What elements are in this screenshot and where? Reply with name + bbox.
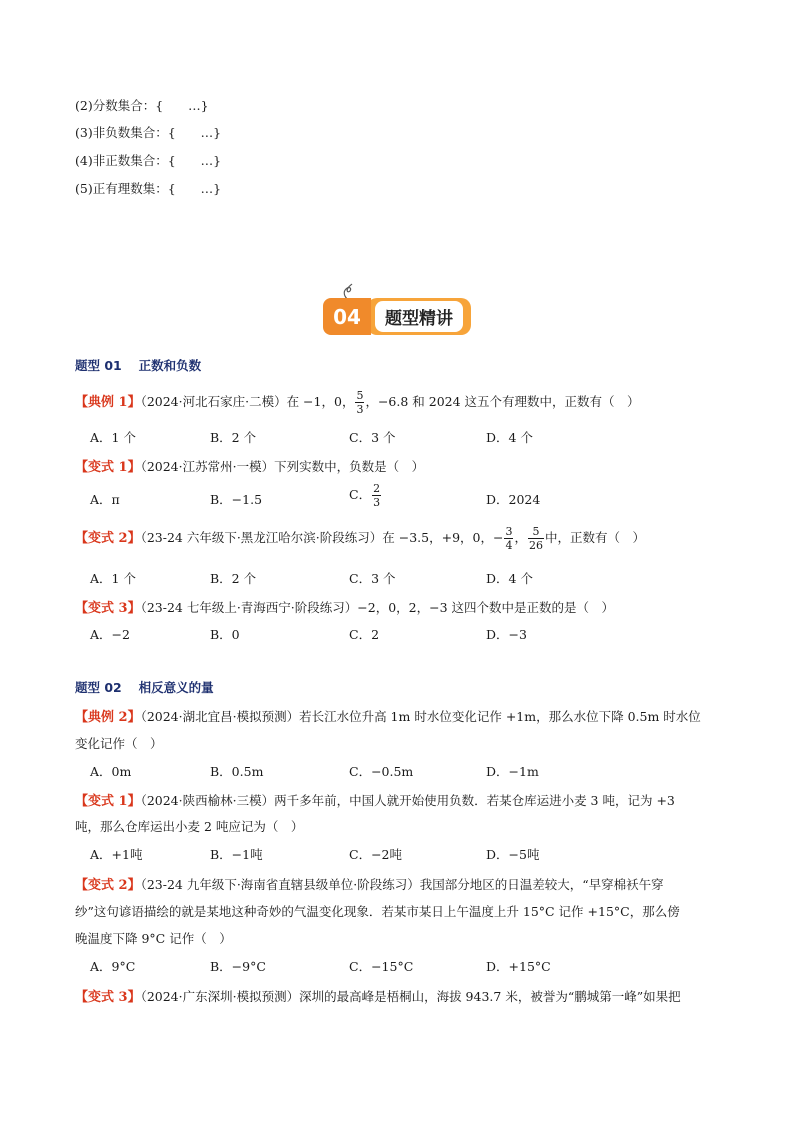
fraction-denominator: 4: [505, 539, 513, 552]
option-a: A．1 个: [90, 571, 136, 586]
option-c: C．−0.5m: [349, 764, 414, 779]
fraction-numerator: 5: [528, 525, 544, 539]
fraction: [355, 389, 364, 416]
option-d: D．−1m: [486, 764, 539, 779]
question-variant-1b: [75, 790, 675, 809]
question-tag: 【变式 2】: [75, 878, 141, 893]
question-text: （2024·广东深圳·模拟预测）深圳的最高峰是梧桐山，海拔 943.7 米，被誉为“鹏城第一峰”如果把: [140, 989, 681, 1004]
section-title-2: 题型 02 相反意义的量: [75, 680, 214, 695]
question-text-cont: 变化记作（ ）: [75, 736, 163, 751]
option-a: A．+1吨: [90, 847, 143, 862]
option-c: C．−2吨: [349, 847, 402, 862]
question-text: （2024·陕西榆林·三模）两千多年前，中国人就开始使用负数．若某仓库运进小麦 3 吨，记为 +3: [140, 793, 675, 808]
option-d: D．4 个: [486, 571, 533, 586]
section-title-1: 题型 01 正数和负数: [75, 358, 202, 373]
option-b: B．2 个: [210, 430, 257, 445]
question-variant-2: [75, 525, 645, 552]
question-text: ，−6.8 和 2024 这五个有理数中，正数有（ ）: [365, 394, 640, 409]
option-b: B．−1吨: [210, 847, 263, 862]
option-b: B．0: [210, 627, 240, 642]
question-text: （23-24 九年级下·海南省直辖县级单位·阶段练习）我国部分地区的日温差较大，“早穿棉袄午穿: [140, 877, 664, 892]
question-text: 中，正数有（ ）: [544, 530, 645, 545]
option-a: A．−2: [90, 627, 130, 642]
option-d: D．2024: [486, 492, 541, 507]
question-tag: 【典例 1】: [75, 395, 141, 410]
set-line-fraction: (2)分数集合：{ …}: [75, 98, 209, 113]
question-text-cont: 纱”这句谚语描绘的就是某地这种奇妙的气温变化现象．若某市某日上午温度上升 15°C 记作 +15°C，那么傍: [75, 904, 680, 919]
option-c: C．−15°C: [349, 959, 414, 974]
question-example-1: [75, 389, 640, 416]
question-text: （2024·江苏常州·一模）下列实数中，负数是（ ）: [140, 459, 425, 474]
question-text: （2024·湖北宜昌·模拟预测）若长江水位升高 1m 时水位变化记作 +1m，那么水位下降 0.5m 时水位: [140, 709, 701, 724]
fraction-denominator: 26: [528, 539, 543, 552]
question-variant-1: [75, 456, 424, 475]
option-c: [349, 482, 382, 509]
fraction-numerator: 5: [356, 389, 364, 402]
option-b: B．2 个: [210, 571, 257, 586]
option-a: A．9°C: [90, 959, 136, 974]
set-line-positive-rational: (5)正有理数集：{ …}: [75, 181, 222, 196]
option-d: D．+15°C: [486, 959, 551, 974]
question-variant-2b: [75, 874, 664, 893]
option-letter: C．: [349, 487, 372, 502]
question-tag: 【变式 3】: [75, 990, 141, 1005]
fraction: [504, 525, 513, 552]
fraction: [372, 482, 381, 509]
option-b: B．0.5m: [210, 764, 264, 779]
option-c: C．3 个: [349, 571, 396, 586]
fraction-numerator: 3: [505, 525, 513, 538]
question-text-cont: 吨，那么仓库运出小麦 2 吨应记为（ ）: [75, 819, 304, 834]
badge-label-box: [367, 298, 471, 335]
option-d: D．−3: [486, 627, 527, 642]
question-tag: 【变式 3】: [75, 601, 141, 616]
question-variant-3b: [75, 986, 681, 1005]
option-b: B．−9°C: [210, 959, 266, 974]
option-c: C．2: [349, 627, 380, 642]
fraction-denominator: 3: [356, 403, 364, 416]
set-line-nonnegative: (3)非负数集合：{ …}: [75, 125, 222, 140]
question-tag: 【典例 2】: [75, 710, 141, 725]
option-d: D．4 个: [486, 430, 533, 445]
badge-label: 题型精讲: [375, 301, 463, 332]
question-example-2: [75, 706, 701, 725]
question-text-cont: 晚温度下降 9°C 记作（ ）: [75, 931, 232, 946]
question-tag: 【变式 1】: [75, 794, 141, 809]
question-variant-3: [75, 597, 614, 616]
option-d: D．−5吨: [486, 847, 540, 862]
question-text: （2024·河北石家庄·二模）在 −1，0，: [140, 394, 355, 409]
badge-number: 04: [323, 298, 371, 335]
option-a: A．π: [90, 492, 120, 507]
section-badge: [323, 298, 471, 335]
option-a: A．1 个: [90, 430, 136, 445]
fraction-numerator: 2: [373, 482, 381, 495]
question-tag: 【变式 1】: [75, 460, 141, 475]
fraction: [528, 525, 544, 552]
option-b: B．−1.5: [210, 492, 263, 507]
question-text: （23-24 七年级上·青海西宁·阶段练习）−2，0，2，−3 这四个数中是正数的是（ ）: [140, 600, 615, 615]
fraction-denominator: 3: [373, 496, 381, 509]
question-text: （23-24 六年级下·黑龙江哈尔滨·阶段练习）在 −3.5，+9，0，−: [140, 530, 504, 545]
set-line-nonpositive: (4)非正数集合：{ …}: [75, 153, 222, 168]
question-text: ，: [514, 530, 527, 545]
question-tag: 【变式 2】: [75, 531, 141, 546]
option-c: C．3 个: [349, 430, 396, 445]
option-a: A．0m: [90, 764, 132, 779]
